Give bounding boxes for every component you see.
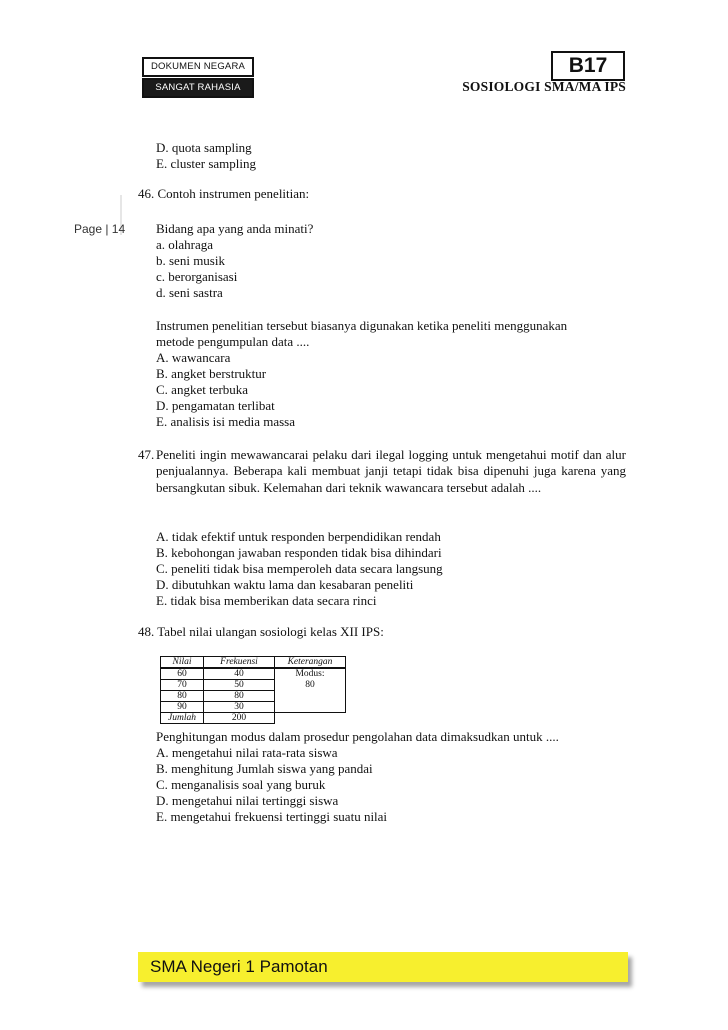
option-item: C. angket terbuka (156, 382, 249, 397)
choice-item: c. berorganisasi (156, 269, 238, 284)
table-cell: 30 (204, 702, 275, 713)
option-item: E. tidak bisa memberikan data secara rinci (156, 593, 377, 608)
table-row (161, 668, 346, 680)
question-47-stem: Peneliti ingin mewawancarai pelaku dari ilegal logging untuk mengetahui motif dan alur penjualannya. Beberapa kali membuat janji tetapi tidak bisa dipenuhi juga karena yang bersangkutan sibuk. Kelemahan dari teknik wawancara tersebut adalah .... (156, 447, 626, 495)
table-cell: Jumlah (161, 713, 204, 724)
option-item: D. mengetahui nilai tertinggi siswa (156, 793, 339, 808)
option-item: D. quota sampling (156, 140, 252, 155)
option-item: C. menganalisis soal yang buruk (156, 777, 326, 792)
choice-item: b. seni musik (156, 253, 225, 268)
table-row (161, 691, 346, 702)
school-footer-banner: SMA Negeri 1 Pamotan (138, 952, 628, 982)
stamp-sangat-rahasia: SANGAT RAHASIA (142, 78, 254, 98)
table-row (161, 713, 346, 724)
question-46-text-line2: metode pengumpulan data .... (156, 334, 310, 349)
option-item: E. cluster sampling (156, 156, 257, 171)
question-46-text-line1: Instrumen penelitian tersebut biasanya digunakan ketika peneliti menggunakan (156, 318, 568, 333)
table-cell: 50 (204, 680, 275, 691)
table-row (161, 680, 346, 691)
table-note: Modus: (275, 668, 346, 680)
option-item: B. kebohongan jawaban responden tidak bisa dihindari (156, 545, 442, 560)
option-item: D. dibutuhkan waktu lama dan kesabaran peneliti (156, 577, 414, 592)
table-cell: 90 (161, 702, 204, 713)
score-table (160, 656, 346, 724)
choice-item: a. olahraga (156, 237, 214, 252)
option-item: E. mengetahui frekuensi tertinggi suatu nilai (156, 809, 388, 824)
option-item: A. mengetahui nilai rata-rata siswa (156, 745, 338, 760)
option-item: A. wawancara (156, 350, 231, 365)
exam-code-badge: B17 (551, 51, 625, 81)
table-header: Keterangan (275, 657, 346, 669)
subject-title: SOSIOLOGI SMA/MA IPS (462, 79, 626, 94)
question-46-stem: 46. Contoh instrumen penelitian: (138, 186, 310, 201)
question-48-stem: 48. Tabel nilai ulangan sosiologi kelas XII IPS: (138, 624, 384, 639)
table-row (161, 702, 346, 713)
option-item: D. pengamatan terlibat (156, 398, 275, 413)
option-item: C. peneliti tidak bisa memperoleh data secara langsung (156, 561, 443, 576)
table-cell: 40 (204, 668, 275, 680)
page-number: Page | 14 (74, 222, 126, 236)
table-cell: 200 (204, 713, 275, 724)
option-item: B. angket berstruktur (156, 366, 267, 381)
option-item: A. tidak efektif untuk responden berpendidikan rendah (156, 529, 441, 544)
choice-item: d. seni sastra (156, 285, 223, 300)
table-cell: 80 (161, 691, 204, 702)
option-item: E. analisis isi media massa (156, 414, 296, 429)
table-note: 80 (275, 680, 346, 691)
question-48-text: Penghitungan modus dalam prosedur pengolahan data dimaksudkan untuk .... (156, 729, 559, 744)
table-cell: 80 (204, 691, 275, 702)
table-cell: 70 (161, 680, 204, 691)
option-item: B. menghitung Jumlah siswa yang pandai (156, 761, 373, 776)
table-header: Nilai (161, 657, 204, 669)
table-cell: 60 (161, 668, 204, 680)
question-46-prompt: Bidang apa yang anda minati? (156, 221, 314, 236)
table-header: Frekuensi (204, 657, 275, 669)
stamp-dokumen-negara: DOKUMEN NEGARA (142, 57, 254, 77)
question-47-number: 47. (138, 447, 155, 462)
